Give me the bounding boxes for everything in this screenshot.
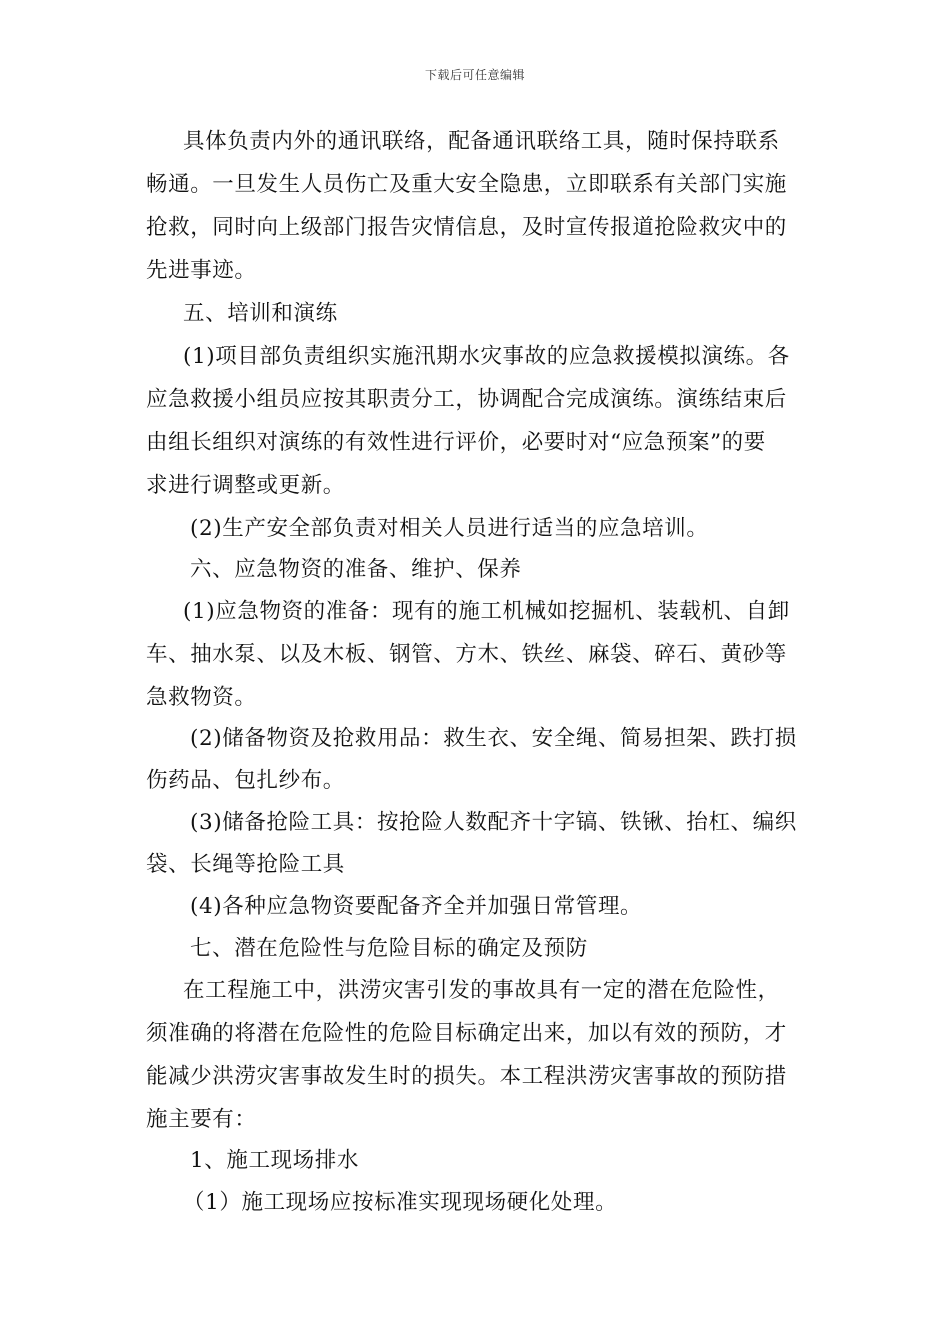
paragraph-line: 求进行调整或更新。	[146, 473, 345, 498]
paragraph-line: (1)应急物资的准备：现有的施工机械如挖掘机、装载机、自卸	[183, 599, 790, 624]
paragraph-line: 畅通。一旦发生人员伤亡及重大安全隐患，立即联系有关部门实施	[146, 172, 787, 197]
paragraph-line: 施主要有：	[146, 1107, 257, 1132]
paragraph-line: 应急救援小组员应按其职责分工，协调配合完成演练。演练结束后	[146, 387, 787, 412]
paragraph-line: 急救物资。	[146, 685, 257, 710]
section-heading: 六、应急物资的准备、维护、保养	[190, 557, 522, 582]
page-header: 下载后可任意编辑	[424, 68, 525, 82]
section-heading: 七、潜在危险性与危险目标的确定及预防	[190, 936, 588, 961]
paragraph-line: (3)储备抢险工具：按抢险人数配齐十字镐、铁锹、抬杠、编织	[190, 810, 797, 835]
paragraph-line: 具体负责内外的通讯联络，配备通讯联络工具，随时保持联系	[183, 129, 780, 154]
paragraph-line: 须准确的将潜在危险性的危险目标确定出来，加以有效的预防，才	[146, 1021, 787, 1046]
paragraph-line: （1）施工现场应按标准实现现场硬化处理。	[183, 1190, 618, 1215]
section-heading: 五、培训和演练	[183, 301, 338, 326]
paragraph-line: (2)生产安全部负责对相关人员进行适当的应急培训。	[190, 516, 709, 541]
paragraph-line: 袋、长绳等抢险工具	[146, 852, 345, 877]
paragraph-line: 抢救，同时向上级部门报告灾情信息，及时宣传报道抢险救灾中的	[146, 215, 787, 240]
paragraph-line: (4)各种应急物资要配备齐全并加强日常管理。	[190, 894, 643, 919]
section-heading: 1、施工现场排水	[190, 1148, 359, 1173]
paragraph-line: 由组长组织对演练的有效性进行评价，必要时对“应急预案”的要	[146, 430, 766, 455]
paragraph-line: 先进事迹。	[146, 258, 257, 283]
paragraph-line: 伤药品、包扎纱布。	[146, 768, 345, 793]
paragraph-line: (1)项目部负责组织实施汛期水灾事故的应急救援模拟演练。各	[183, 344, 790, 369]
paragraph-line: (2)储备物资及抢救用品：救生衣、安全绳、简易担架、跌打损	[190, 726, 797, 751]
paragraph-line: 能减少洪涝灾害事故发生时的损失。本工程洪涝灾害事故的预防措	[146, 1064, 787, 1089]
paragraph-line: 在工程施工中，洪涝灾害引发的事故具有一定的潜在危险性，	[183, 978, 780, 1003]
paragraph-line: 车、抽水泵、以及木板、钢管、方木、铁丝、麻袋、碎石、黄砂等	[146, 642, 787, 667]
